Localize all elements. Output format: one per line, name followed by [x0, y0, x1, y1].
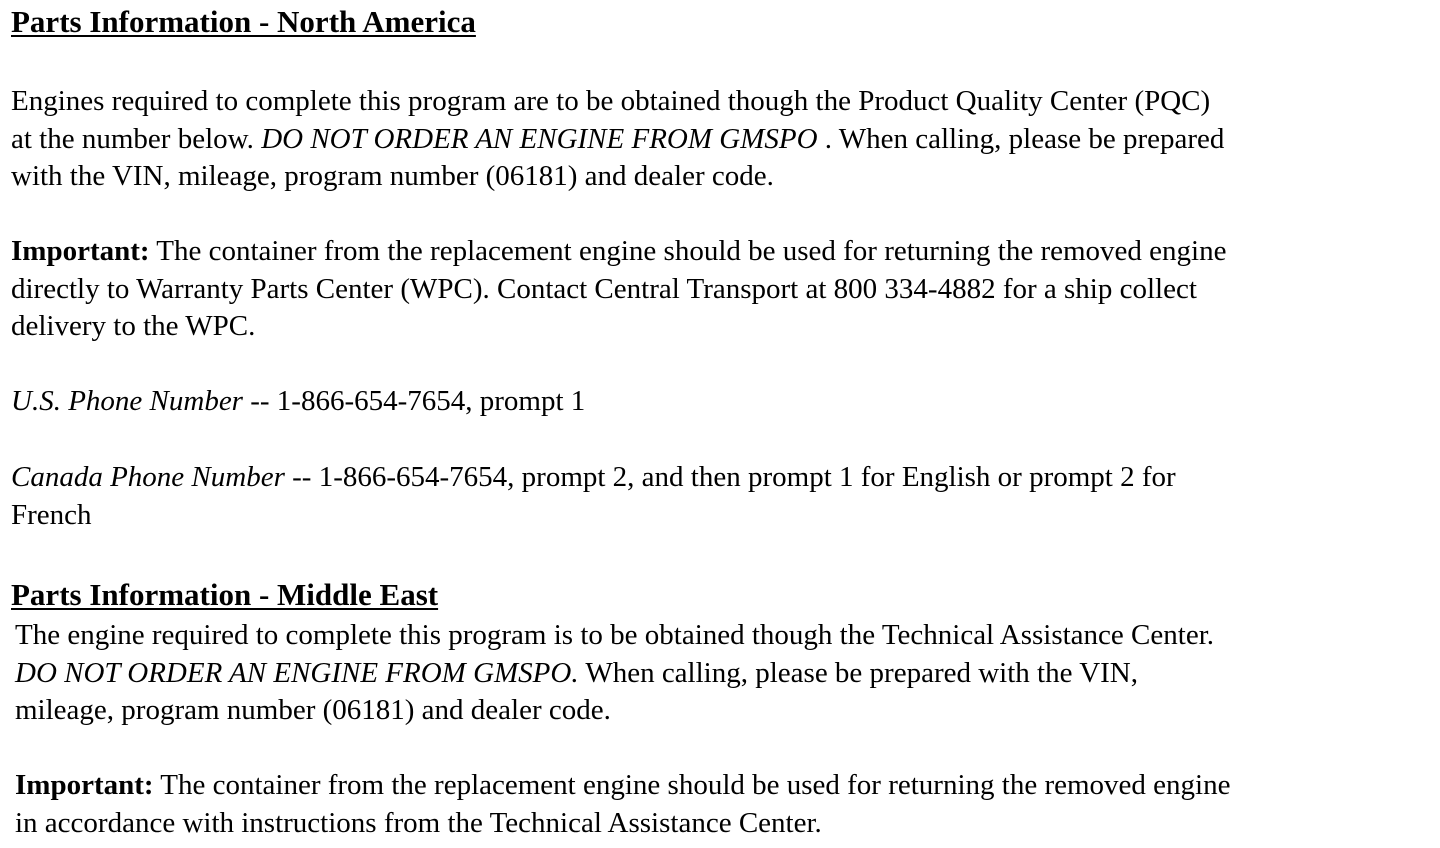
me-important-paragraph: [15, 767, 1435, 842]
na-important-paragraph: [11, 233, 1431, 346]
me-important-line-1: [15, 767, 1435, 805]
us-phone-text: [11, 383, 1431, 421]
canada-phone-line-1: [11, 459, 1431, 497]
heading-north-america: Parts Information - North America: [11, 4, 476, 39]
me-important-label: Important:: [15, 769, 154, 801]
na-engine-line-2: [11, 121, 1431, 159]
me-important-line-1-rest: The container from the replacement engine should be used for returning the removed engine: [153, 769, 1231, 801]
na-important-line-1-rest: The container from the replacement engine should be used for returning the removed engine: [149, 235, 1227, 267]
us-phone-label: U.S. Phone Number: [11, 385, 243, 417]
me-important-line-2: in accordance with instructions from the Technical Assistance Center.: [15, 806, 822, 839]
na-do-not-order-warning: DO NOT ORDER AN ENGINE FROM GMSPO: [261, 122, 818, 155]
na-engine-line-3: with the VIN, mileage, program number (06181) and dealer code.: [11, 160, 774, 192]
us-phone-line: [11, 383, 1431, 421]
me-engine-line-3: mileage, program number (06181) and dealer code.: [15, 694, 611, 726]
na-engine-line-1: Engines required to complete this program are to be obtained though the Product Quality Center (PQC): [11, 85, 1211, 117]
canada-phone-label: Canada Phone Number: [11, 461, 285, 493]
na-engine-line-2-pre: at the number below.: [11, 122, 262, 155]
na-engine-line-2-post: . When calling, please be prepared: [817, 122, 1225, 155]
na-important-label: Important:: [11, 235, 150, 267]
na-important-line-3: delivery to the WPC.: [11, 310, 256, 342]
canada-phone-number: -- 1-866-654-7654, prompt 2, and then prompt 1 for English or prompt 2 for: [284, 461, 1176, 493]
me-do-not-order-warning: DO NOT ORDER AN ENGINE FROM GMSPO.: [15, 656, 579, 689]
me-engine-line-2: [15, 655, 1435, 693]
us-phone-number: -- 1-866-654-7654, prompt 1: [242, 385, 586, 417]
me-engine-line-2-post: When calling, please be prepared with the VIN,: [578, 656, 1138, 689]
me-engine-line-1: The engine required to complete this program is to be obtained though the Technical Assistance Center.: [15, 619, 1214, 651]
canada-phone-line-2: French: [11, 498, 92, 531]
heading-middle-east: Parts Information - Middle East: [11, 577, 439, 612]
na-important-line-2: directly to Warranty Parts Center (WPC). Contact Central Transport at 800 334-4882 for a ship collect: [11, 272, 1197, 305]
me-engine-paragraph: [15, 617, 1435, 730]
na-engine-paragraph: [11, 83, 1431, 196]
na-important-line-1: [11, 233, 1431, 271]
canada-phone-paragraph: [11, 459, 1431, 534]
